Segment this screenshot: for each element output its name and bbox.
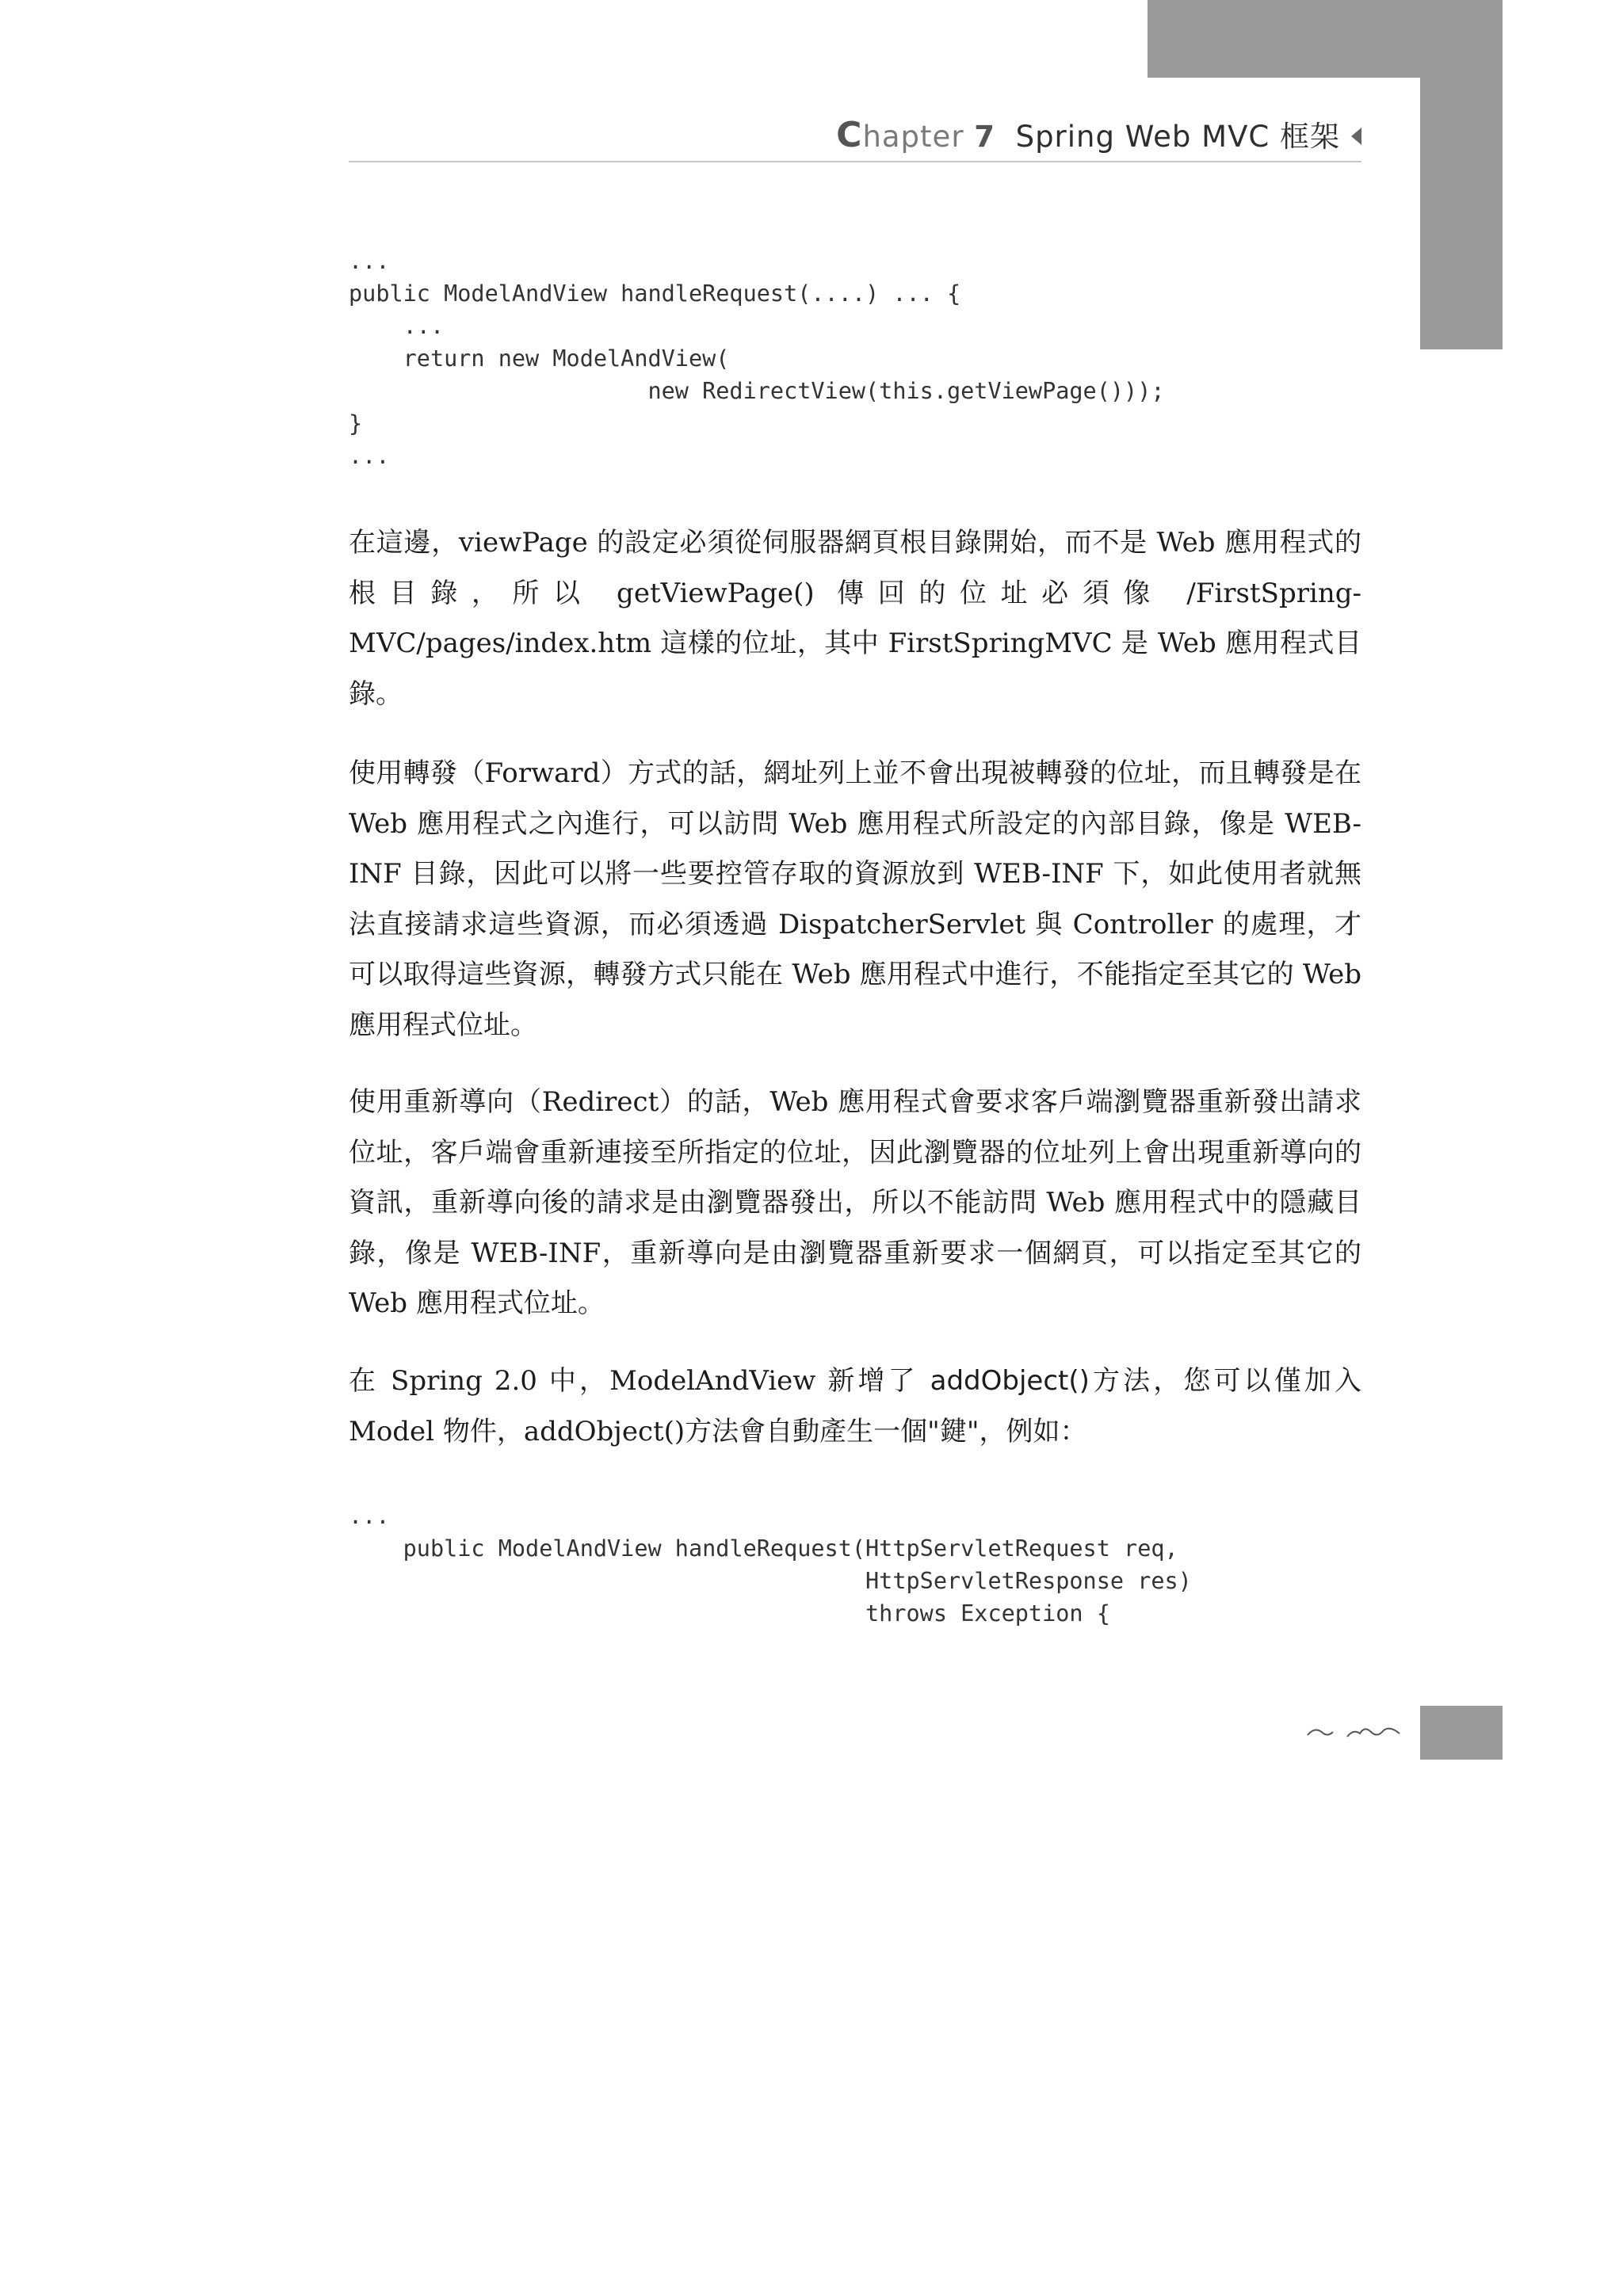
chapter-number: 7 — [974, 120, 996, 154]
chapter-initial: C — [836, 115, 863, 155]
addobject-method-name: addObject() — [930, 1365, 1090, 1397]
top-edge-tab — [1148, 0, 1503, 78]
chapter-title: Spring Web MVC 框架 — [1015, 120, 1340, 154]
bottom-edge-tab — [1420, 1706, 1503, 1760]
code-block-redirect-view: ... public ModelAndView handleRequest(....) ... { ... return new ModelAndView( new RedirectView(this.getViewPage())); } ... — [349, 248, 1165, 469]
paragraph-addobject-text-1: 在 Spring 2.0 中，ModelAndView 新增了 — [349, 1365, 930, 1397]
side-edge-tab — [1420, 78, 1503, 349]
code-block-handle-request: ... public ModelAndView handleRequest(HttpServletRequest req, HttpServletResponse res) throws Exception { — [349, 1503, 1192, 1627]
left-triangle-icon — [1351, 128, 1361, 145]
chapter-label: hapter — [862, 120, 964, 154]
paragraph-redirect: 使用重新導向（Redirect）的話，Web 應用程式會要求客戶端瀏覽器重新發出請求位址，客戶端會重新連接至所指定的位址，因此瀏覽器的位址列上會出現重新導向的資訊，重新導向後的請求是由瀏覽器發出，所以不能訪問 Web 應用程式中的隱藏目錄，像是 WEB-INF，重新導向是由瀏覽器重新要求一個網頁，可以指定至其它的 Web 應用程式位址。 — [349, 1086, 1361, 1319]
header-rule — [349, 161, 1361, 162]
running-header — [349, 113, 1361, 155]
paragraph-forward: 使用轉發（Forward）方式的話，網址列上並不會出現被轉發的位址，而且轉發是在 Web 應用程式之內進行，可以訪問 Web 應用程式所設定的內部目錄，像是 WEB-INF 目錄，因此可以將一些要控管存取的資源放到 WEB-INF 下，如此使用者就無法直接請求這些資源，而必須透過 DispatcherServlet 與 Controller 的處理，才可以取得這些資源，轉發方式只能在 Web 應用程式中進行，不能指定至其它的 Web 應用程式位址。 — [349, 757, 1361, 1041]
paragraph-addobject — [349, 1356, 1361, 1457]
page-number-ornament-icon — [1306, 1722, 1404, 1741]
paragraph-viewpage: 在這邊，viewPage 的設定必須從伺服器網頁根目錄開始，而不是 Web 應用程式的根目錄，所以 getViewPage() 傳回的位址必須像 /FirstSpring-MVC/pages/index.htm 這樣的位址，其中 FirstSpringMVC 是 Web 應用程式目錄。 — [349, 527, 1361, 710]
paragraph-addobject-text-2: 方法，您可以僅加入 Model 物件，addObject()方法會自動產生一個"鍵"，例如： — [349, 1365, 1361, 1447]
